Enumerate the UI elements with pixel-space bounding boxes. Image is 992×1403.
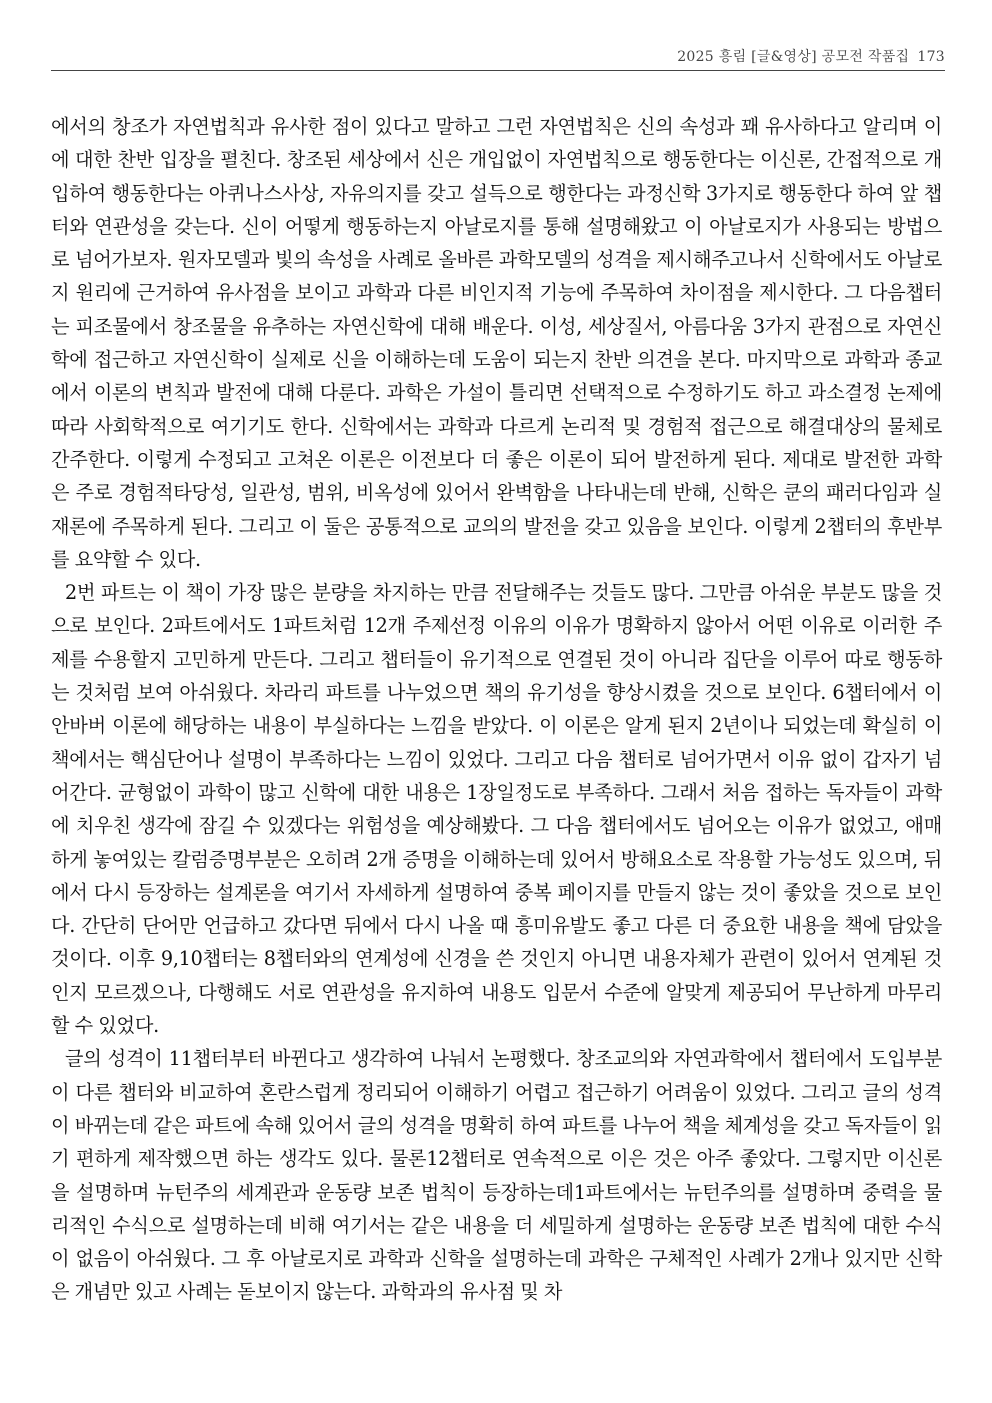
paragraph-3: 글의 성격이 11챕터부터 바뀐다고 생각하여 나눠서 논평했다. 창조교의와 자연과학에서 챕터에서 도입부분이 다른 챕터와 비교하여 혼란스럽게 정리되어 이해하기 어렵고 접근하기 어려움이 있었다. 그리고 글의 성격이 바뀌는데 같은 파트에 속해 있어서 글의 성격을 명확히 하여 파트를 나누어 책을 체계성을 갖고 독자들이 읽기 편하게 제작했으면 하는 생각도 있다. 물론12챕터로 연속적으로 이은 것은 아주 좋았다. 그렇지만 이신론을 설명하며 뉴턴주의 세계관과 운동량 보존 법칙이 등장하는데1파트에서는 뉴턴주의를 설명하며 중력을 물리적인 수식으로 설명하는데 비해 여기서는 같은 내용을 더 세밀하게 설명하는 운동량 보존 법칙에 대한 수식이 없음이 아쉬웠다. 그 후 아날로지로 과학과 신학을 설명하는데 과학은 구체적인 사례가 2개나 있지만 신학은 개념만 있고 사례는 돋보이지 않는다. 과학과의 유사점 및 차	[51, 1047, 942, 1304]
page-number: 173	[917, 49, 945, 65]
page-header	[51, 40, 945, 71]
header-title: 2025 흥림 [글&영상] 공모전 작품집	[677, 49, 910, 65]
body-text	[51, 110, 942, 1309]
paragraph-1: 에서의 창조가 자연법칙과 유사한 점이 있다고 말하고 그런 자연법칙은 신의 속성과 꽤 유사하다고 알리며 이에 대한 찬반 입장을 펼친다. 창조된 세상에서 신은 개입없이 자연법칙으로 행동한다는 이신론, 간접적으로 개입하여 행동한다는 아퀴나스사상, 자유의지를 갖고 설득으로 행한다는 과정신학 3가지로 행동한다 하여 앞 챕터와 연관성을 갖는다. 신이 어떻게 행동하는지 아날로지를 통해 설명해왔고 이 아날로지가 사용되는 방법으로 넘어가보자. 원자모델과 빛의 속성을 사례로 올바른 과학모델의 성격을 제시해주고나서 신학에서도 아날로지 원리에 근거하여 유사점을 보이고 과학과 다른 비인지적 기능에 주목하여 차이점을 제시한다. 그 다음챕터는 피조물에서 창조물을 유추하는 자연신학에 대해 배운다. 이성, 세상질서, 아름다움 3가지 관점으로 자연신학에 접근하고 자연신학이 실제로 신을 이해하는데 도움이 되는지 찬반 의견을 본다. 마지막으로 과학과 종교에서 이론의 변칙과 발전에 대해 다룬다. 과학은 가설이 틀리면 선택적으로 수정하기도 하고 과소결정 논제에 따라 사회학적으로 여기기도 한다. 신학에서는 과학과 다르게 논리적 및 경험적 접근으로 해결대상의 물체로 간주한다. 이렇게 수정되고 고쳐온 이론은 이전보다 더 좋은 이론이 되어 발전하게 된다. 제대로 발전한 과학은 주로 경험적타당성, 일관성, 범위, 비옥성에 있어서 완벽함을 나타내는데 반해, 신학은 쿤의 패러다임과 실재론에 주목하게 된다. 그리고 이 둘은 공통적으로 교의의 발전을 갖고 있음을 보인다. 이렇게 2챕터의 후반부를 요약할 수 있다.	[51, 115, 942, 571]
paragraph-2: 2번 파트는 이 책이 가장 많은 분량을 차지하는 만큼 전달해주는 것들도 많다. 그만큼 아쉬운 부분도 많을 것으로 보인다. 2파트에서도 1파트처럼 12개 주제선정 이유의 이유가 명확하지 않아서 어떤 이유로 이러한 주제를 수용할지 고민하게 만든다. 그리고 챕터들이 유기적으로 연결된 것이 아니라 집단을 이루어 따로 행동하는 것처럼 보여 아쉬웠다. 차라리 파트를 나누었으면 책의 유기성을 향상시켰을 것으로 보인다. 6챕터에서 이안바버 이론에 해당하는 내용이 부실하다는 느낌을 받았다. 이 이론은 알게 된지 2년이나 되었는데 확실히 이 책에서는 핵심단어나 설명이 부족하다는 느낌이 있었다. 그리고 다음 챕터로 넘어가면서 이유 없이 갑자기 넘어간다. 균형없이 과학이 많고 신학에 대한 내용은 1장일정도로 부족하다. 그래서 처음 접하는 독자들이 과학에 치우친 생각에 잠길 수 있겠다는 위험성을 예상해봤다. 그 다음 챕터에서도 넘어오는 이유가 없었고, 애매하게 놓여있는 칼럼증명부분은 오히려 2개 증명을 이해하는데 있어서 방해요소로 작용할 가능성도 있으며, 뒤에서 다시 등장하는 설계론을 여기서 자세하게 설명하여 중복 페이지를 만들지 않는 것이 좋았을 것으로 보인다. 간단히 단어만 언급하고 갔다면 뒤에서 다시 나올 때 흥미유발도 좋고 다른 더 중요한 내용을 책에 담았을 것이다. 이후 9,10챕터는 8챕터와의 연계성에 신경을 쓴 것인지 아니면 내용자체가 관련이 있어서 연계된 것인지 모르겠으나, 다행해도 서로 연관성을 유지하여 내용도 입문서 수준에 알맞게 제공되어 무난하게 마무리할 수 있었다.	[51, 581, 942, 1038]
